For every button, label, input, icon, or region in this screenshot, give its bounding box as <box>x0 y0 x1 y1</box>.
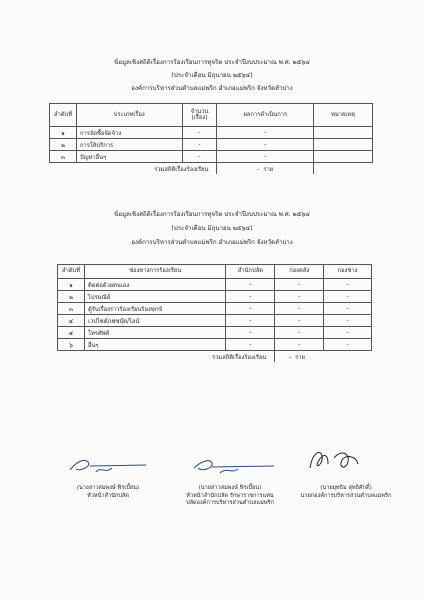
row-works: - <box>324 303 372 315</box>
row-channel: ไปรษณีย์ <box>84 291 226 303</box>
total-label: รวมสถิติเรื่องร้องเรียน <box>76 163 217 175</box>
signature-2 <box>171 485 289 508</box>
signature-1 <box>58 485 158 500</box>
row-works: - <box>324 279 372 291</box>
row-type: การให้บริการ <box>76 139 182 151</box>
table-row <box>58 279 372 291</box>
signature-2-position2: ปลัดองค์การบริหารส่วนตำบลแม่พริก <box>186 500 274 506</box>
row-finance: - <box>275 303 324 315</box>
row-channel: ตู้รับเรื่องราวร้องเรียนร้องทุกข์ <box>84 303 226 315</box>
row-finance: - <box>275 327 324 339</box>
header-works: กองช่าง <box>324 265 372 279</box>
signature-3-image <box>304 444 364 478</box>
header-no: ลำดับที่ <box>58 265 85 279</box>
signature-1-name: (นางสาวสมพงษ์ ฟิรเบี้ยน) <box>76 485 140 491</box>
row-result: - <box>217 127 314 139</box>
total-value-cell <box>217 163 314 175</box>
row-channel: อื่นๆ <box>84 339 226 351</box>
total-value-cell <box>275 351 372 363</box>
row-note <box>314 127 373 139</box>
row-no: ๔ <box>58 315 85 327</box>
header-channel: ช่องทางการร้องเรียน <box>84 265 226 279</box>
table-row <box>50 139 373 151</box>
header-count: จำนวน (เรื่อง) <box>182 104 217 127</box>
table-row <box>50 151 373 163</box>
row-works: - <box>324 327 372 339</box>
report1-table <box>49 103 373 174</box>
signature-2-image <box>190 452 280 482</box>
total-row <box>50 163 373 175</box>
signature-3-name: (นายยุทธิม สุทธิศักดิ์) <box>320 485 372 491</box>
row-no: ๓ <box>58 303 85 315</box>
row-works: - <box>324 291 372 303</box>
row-office: - <box>226 327 275 339</box>
signature-2-name: (นายสาวสมพงษ์ ฟิรเบี้ยน) <box>198 485 262 491</box>
total-row <box>58 351 372 363</box>
report1-org: องค์การบริหารส่วนตำบลแม่พริก อำเภอแม่พริก จังหวัดลำปาง <box>131 85 293 92</box>
table-row <box>58 339 372 351</box>
signature-3 <box>286 485 406 500</box>
row-type: ปัญหาอื่นๆ <box>76 151 182 163</box>
report2-title: ข้อมูลเชิงสถิติเรื่องการร้องเรียนการทุจริต ประจำปีงบประมาณ พ.ศ. ๒๕๖๔ <box>114 211 310 218</box>
total-label: รวมสถิติเรื่องร้องเรียน <box>84 351 274 363</box>
row-result: - <box>217 151 314 163</box>
report2-period: (ประจำเดือน มิถุนายน ๒๕๖๔) <box>171 225 253 232</box>
row-count: - <box>182 127 217 139</box>
total-value: - <box>289 354 292 361</box>
row-no: ๕ <box>58 327 85 339</box>
row-result: - <box>217 139 314 151</box>
report1-period: (ประจำเดือน มิถุนายน ๒๕๖๔) <box>171 72 253 79</box>
row-office: - <box>226 315 275 327</box>
row-channel: เวปไซต์/เฟซบุ๊ค/ไลน์ <box>84 315 226 327</box>
table-header-row <box>50 104 373 127</box>
row-finance: - <box>275 291 324 303</box>
row-office: - <box>226 339 275 351</box>
row-finance: - <box>275 339 324 351</box>
row-count: - <box>182 139 217 151</box>
row-no: ๒ <box>50 139 77 151</box>
header-office: สำนักปลัด <box>226 265 275 279</box>
total-unit: ราย <box>295 354 305 361</box>
signature-1-position: หัวหน้าสำนักปลัด <box>87 492 129 499</box>
header-no: ลำดับที่ <box>50 104 77 127</box>
table-header-row <box>58 265 372 279</box>
report2-org: องค์การบริหารส่วนตำบลแม่พริก อำเภอแม่พริก จังหวัดลำปาง <box>131 239 293 246</box>
row-note <box>314 139 373 151</box>
row-office: - <box>226 279 275 291</box>
total-unit: ราย <box>263 166 274 173</box>
signature-1-image <box>66 452 156 482</box>
row-count: - <box>182 151 217 163</box>
row-finance: - <box>275 279 324 291</box>
row-office: - <box>226 291 275 303</box>
row-channel: โทรศัพท์ <box>84 327 226 339</box>
row-no: ๓ <box>50 151 77 163</box>
row-no: ๒ <box>58 291 85 303</box>
header-note: หมายเหตุ <box>314 104 373 127</box>
row-type: การจัดซื้อจัดจ้าง <box>76 127 182 139</box>
signature-3-position: นายกองค์การบริหารส่วนตำบลแม่พริก <box>300 492 392 499</box>
row-works: - <box>324 315 372 327</box>
row-no: ๖ <box>58 339 85 351</box>
table-row <box>58 303 372 315</box>
row-office: - <box>226 303 275 315</box>
row-works: - <box>324 339 372 351</box>
row-no: ๑ <box>50 127 77 139</box>
header-type: ประเภทเรื่อง <box>76 104 182 127</box>
header-result: ผลการดำเนินการ <box>217 104 314 127</box>
report1-title: ข้อมูลเชิงสถิติเรื่องการร้องเรียนการทุจริต ประจำปีงบประมาณ พ.ศ. ๒๕๖๔ <box>114 59 310 66</box>
report2-table <box>57 264 372 362</box>
row-no: ๑ <box>58 279 85 291</box>
table-row <box>58 315 372 327</box>
row-finance: - <box>275 315 324 327</box>
signature-2-position: หัวหน้าสำนักปลัด รักษาราชการแทน <box>186 492 274 499</box>
row-channel: ติดต่อด้วยตนเอง <box>84 279 226 291</box>
header-finance: กองคลัง <box>275 265 324 279</box>
table-row <box>58 327 372 339</box>
table-row <box>58 291 372 303</box>
total-value: - <box>257 166 260 173</box>
row-note <box>314 151 373 163</box>
table-row <box>50 127 373 139</box>
